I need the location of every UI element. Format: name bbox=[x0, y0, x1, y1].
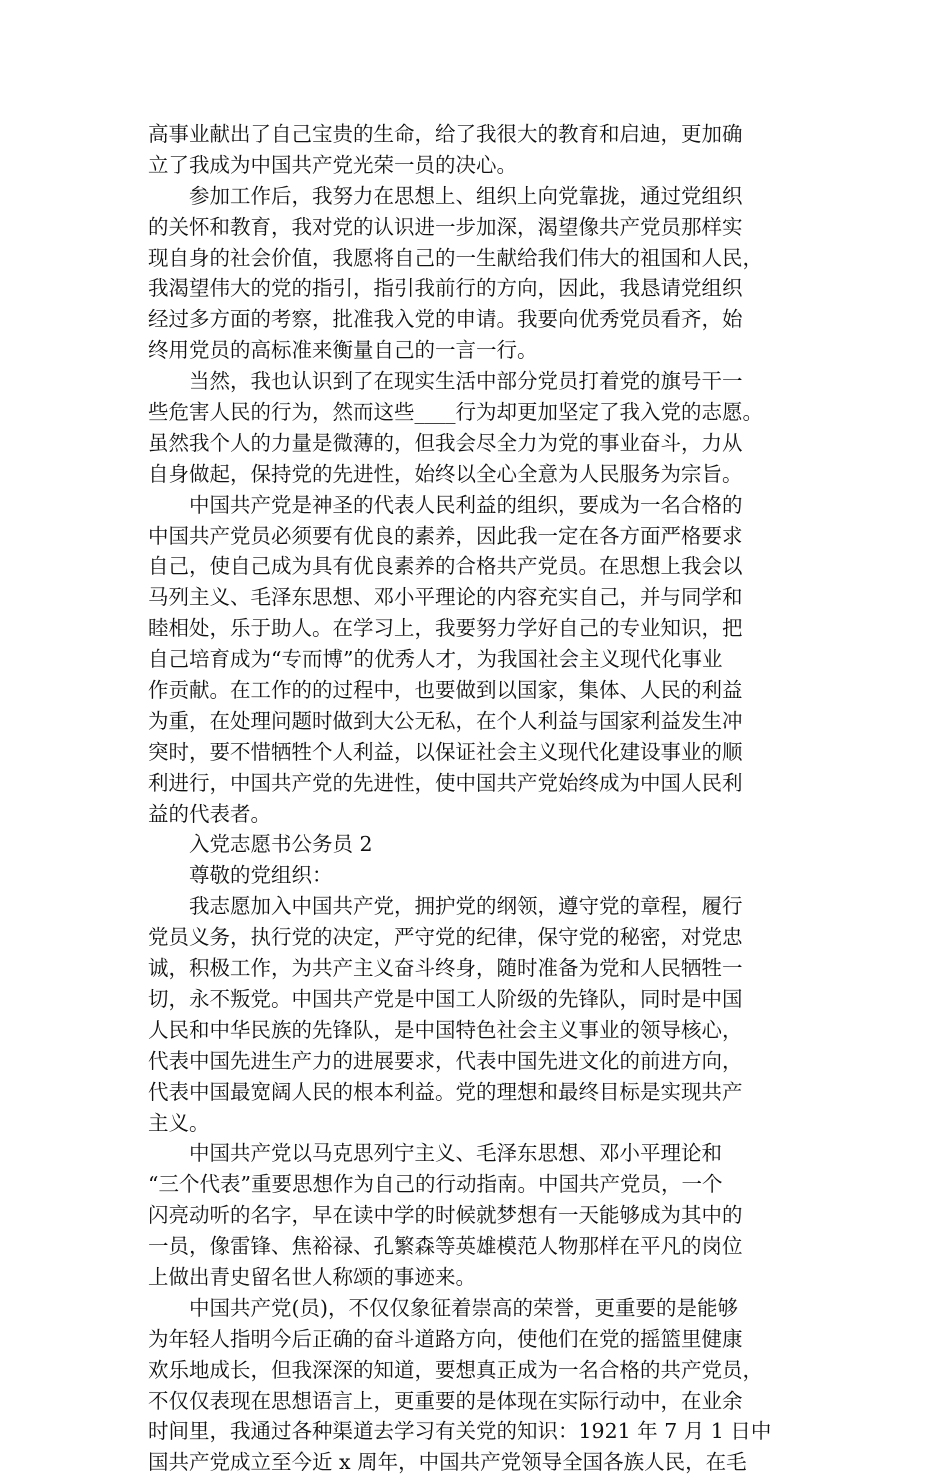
text-line: 突时，要不惜牺牲个人利益，以保证社会主义现代化建设事业的顺 bbox=[148, 739, 743, 764]
text-line: 我志愿加入中国共产党，拥护党的纲领，遵守党的章程，履行 bbox=[148, 894, 743, 919]
text-line: 些危害人民的行为，然而这些____行为却更加坚定了我入党的志愿。 bbox=[148, 400, 763, 425]
text-line: 参加工作后，我努力在思想上、组织上向党靠拢，通过党组织 bbox=[148, 183, 743, 208]
text-line: 当然，我也认识到了在现实生活中部分党员打着党的旗号干一 bbox=[148, 369, 743, 394]
text-line: 中国共产党员必须要有优良的素养，因此我一定在各方面严格要求 bbox=[148, 523, 743, 548]
text-line: 代表中国最宽阔人民的根本利益。党的理想和最终目标是实现共产 bbox=[148, 1079, 743, 1104]
text-line: “三个代表”重要思想作为自己的行动指南。中国共产党员，一个 bbox=[148, 1172, 723, 1197]
text-line: 自己，使自己成为具有优良素养的合格共产党员。在思想上我会以 bbox=[148, 554, 743, 579]
paragraph bbox=[148, 366, 806, 490]
paragraph bbox=[148, 860, 806, 891]
text-line: 虽然我个人的力量是微薄的，但我会尽全力为党的事业奋斗，力从 bbox=[148, 430, 743, 455]
text-line: 的关怀和教育，我对党的认识进一步加深，渴望像共产党员那样实 bbox=[148, 214, 743, 239]
text-line: 不仅仅表现在思想语言上，更重要的是体现在实际行动中，在业余 bbox=[148, 1388, 743, 1413]
text-line: 国共产党成立至今近 x 周年，中国共产党领导全国各族人民，在毛 bbox=[148, 1450, 747, 1475]
text-line: 尊敬的党组织： bbox=[148, 863, 333, 888]
paragraph bbox=[148, 829, 806, 860]
text-line: 立了我成为中国共产党光荣一员的决心。 bbox=[148, 152, 517, 177]
text-line: 诚，积极工作，为共产主义奋斗终身，随时准备为党和人民牺牲一 bbox=[148, 956, 743, 981]
text-line: 代表中国先进生产力的进展要求，代表中国先进文化的前进方向， bbox=[148, 1048, 743, 1073]
paragraph bbox=[148, 490, 806, 830]
text-line: 欢乐地成长，但我深深的知道，要想真正成为一名合格的共产党员， bbox=[148, 1357, 763, 1382]
document-body bbox=[148, 119, 806, 1478]
text-line: 马列主义、毛泽东思想、邓小平理论的内容充实自己，并与同学和 bbox=[148, 585, 743, 610]
text-line: 一员，像雷锋、焦裕禄、孔繁森等英雄模范人物那样在平凡的岗位 bbox=[148, 1234, 743, 1259]
text-line: 自己培育成为“专而博”的优秀人才，为我国社会主义现代化事业 bbox=[148, 647, 723, 672]
text-line: 闪亮动听的名字，早在读中学的时候就梦想有一天能够成为其中的 bbox=[148, 1203, 743, 1228]
text-line: 上做出青史留名世人称颂的事迹来。 bbox=[148, 1264, 476, 1289]
text-line: 利进行，中国共产党的先进性，使中国共产党始终成为中国人民利 bbox=[148, 770, 743, 795]
text-line: 终用党员的高标准来衡量自己的一言一行。 bbox=[148, 338, 538, 363]
paragraph bbox=[148, 891, 806, 1138]
text-line: 人民和中华民族的先锋队，是中国特色社会主义事业的领导核心， bbox=[148, 1017, 743, 1042]
text-line: 中国共产党以马克思列宁主义、毛泽东思想、邓小平理论和 bbox=[148, 1141, 722, 1166]
text-line: 睦相处，乐于助人。在学习上，我要努力学好自己的专业知识，把 bbox=[148, 616, 743, 641]
text-line: 时间里，我通过各种渠道去学习有关党的知识：1921 年 7 月 1 日中 bbox=[148, 1419, 772, 1444]
text-line: 为年轻人指明今后正确的奋斗道路方向，使他们在党的摇篮里健康 bbox=[148, 1326, 743, 1351]
text-line: 现自身的社会价值，我愿将自己的一生献给我们伟大的祖国和人民， bbox=[148, 245, 763, 270]
paragraph bbox=[148, 1138, 806, 1292]
text-line: 入党志愿书公务员 2 bbox=[148, 832, 373, 857]
paragraph bbox=[148, 1293, 806, 1478]
paragraph bbox=[148, 119, 806, 181]
text-line: 自身做起，保持党的先进性，始终以全心全意为人民服务为宗旨。 bbox=[148, 461, 743, 486]
text-line: 为重，在处理问题时做到大公无私，在个人利益与国家利益发生冲 bbox=[148, 708, 743, 733]
text-line: 中国共产党(员)，不仅仅象征着崇高的荣誉，更重要的是能够 bbox=[148, 1295, 738, 1320]
paragraph bbox=[148, 181, 806, 366]
text-line: 切，永不叛党。中国共产党是中国工人阶级的先锋队，同时是中国 bbox=[148, 986, 743, 1011]
text-line: 党员义务，执行党的决定，严守党的纪律，保守党的秘密，对党忠 bbox=[148, 925, 743, 950]
text-line: 我渴望伟大的党的指引，指引我前行的方向，因此，我恳请党组织 bbox=[148, 276, 743, 301]
text-line: 益的代表者。 bbox=[148, 801, 271, 826]
text-line: 作贡献。在工作的的过程中，也要做到以国家，集体、人民的利益 bbox=[148, 678, 743, 703]
text-line: 高事业献出了自己宝贵的生命，给了我很大的教育和启迪，更加确 bbox=[148, 122, 743, 146]
text-line: 中国共产党是神圣的代表人民利益的组织，要成为一名合格的 bbox=[148, 492, 743, 517]
text-line: 经过多方面的考察，批准我入党的申请。我要向优秀党员看齐，始 bbox=[148, 307, 743, 332]
text-line: 主义。 bbox=[148, 1110, 210, 1135]
